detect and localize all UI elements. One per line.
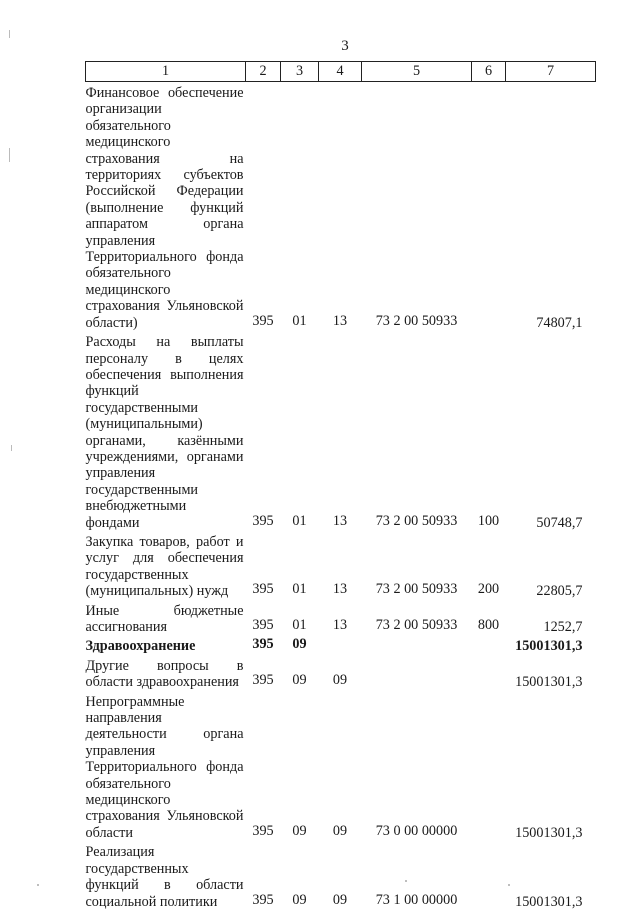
row-expense-type <box>472 82 506 332</box>
table-row <box>86 635 596 654</box>
row-amount: 15001301,3 <box>515 638 583 655</box>
row-section: 09 <box>292 672 307 689</box>
column-header: 5 <box>362 62 472 82</box>
row-expense-type: 800 <box>477 617 500 633</box>
row-expense-type <box>472 635 506 654</box>
column-header: 2 <box>246 62 281 82</box>
row-description: Другие вопросы в области здравоохранения <box>85 657 244 691</box>
scan-artifact <box>508 884 510 886</box>
row-section: 01 <box>292 617 307 633</box>
row-amount: 15001301,3 <box>515 674 583 691</box>
row-admin-code: 395 <box>252 636 274 653</box>
row-section: 01 <box>292 312 307 329</box>
scan-artifact <box>37 884 39 886</box>
row-amount: 15001301,3 <box>515 893 583 910</box>
row-subsection: 09 <box>332 672 348 689</box>
table-row <box>86 600 596 636</box>
row-admin-code: 395 <box>252 312 274 329</box>
table-row <box>86 331 596 531</box>
table-row <box>86 531 596 600</box>
row-expense-type: 100 <box>477 512 500 529</box>
row-section: 01 <box>292 581 307 598</box>
row-description: Здравоохранение <box>85 638 196 655</box>
column-header: 4 <box>319 62 362 82</box>
row-admin-code: 395 <box>252 617 274 633</box>
row-description: Закупка товаров, работ и услуг для обеспечения государственных (муниципальных) нужд <box>85 533 244 600</box>
table-row <box>86 691 596 842</box>
row-target-article: 73 0 00 00000 <box>375 822 458 839</box>
row-target-article: 73 2 00 50933 <box>375 512 458 529</box>
row-admin-code: 395 <box>252 581 274 598</box>
row-target-article: 73 1 00 00000 <box>375 891 458 908</box>
row-expense-type: 200 <box>477 581 500 598</box>
row-expense-type <box>472 691 506 842</box>
row-subsection: 13 <box>332 617 348 633</box>
column-header: 6 <box>472 62 506 82</box>
row-amount: 15001301,3 <box>515 824 583 841</box>
scan-artifact <box>405 880 407 882</box>
row-target-article <box>362 655 472 691</box>
row-target-article: 73 2 00 50933 <box>375 581 458 598</box>
row-description: Реализация государственных функций в области социальной политики <box>85 844 244 910</box>
row-description: Расходы на выплаты персоналу в целях обеспечения выполнения функций государственными (муниципальными) органами, казёнными учреждениями, органами управления государственными внебюджетными фондами <box>85 334 244 531</box>
row-subsection: 09 <box>332 822 348 839</box>
row-admin-code: 395 <box>252 512 274 529</box>
row-subsection <box>319 635 362 654</box>
row-expense-type <box>472 655 506 691</box>
scan-artifact <box>11 445 12 451</box>
row-subsection: 09 <box>332 891 348 908</box>
scan-artifact <box>9 148 10 162</box>
row-description: Финансовое обеспечение организации обязательного медицинского страхования на территориях субъектов Российской Федерации (выполнение функций аппаратом органа управления Территориального фонда обязательного медицинского страхования Ульяновской области) <box>85 85 244 331</box>
row-section: 01 <box>292 512 307 529</box>
row-section: 09 <box>292 822 307 839</box>
row-subsection: 13 <box>332 581 348 598</box>
row-admin-code: 395 <box>252 822 274 839</box>
row-description: Иные бюджетные ассигнования <box>85 602 244 635</box>
column-header: 3 <box>281 62 319 82</box>
row-target-article <box>362 635 472 654</box>
row-section: 09 <box>292 636 307 653</box>
header-row <box>86 62 596 82</box>
column-header: 1 <box>86 62 246 82</box>
page-number: 3 <box>341 38 349 54</box>
row-admin-code: 395 <box>252 891 274 908</box>
row-section: 09 <box>292 891 307 908</box>
row-description: Непрограммные направления деятельности органа управления Территориального фонда обязательного медицинского страхования Ульяновской области <box>85 693 244 841</box>
row-amount: 74807,1 <box>536 314 583 331</box>
budget-table <box>85 61 596 910</box>
column-header: 7 <box>506 62 596 82</box>
row-admin-code: 395 <box>252 672 274 689</box>
table-row <box>86 655 596 691</box>
scan-artifact <box>9 30 10 38</box>
row-amount: 1252,7 <box>543 619 583 635</box>
row-amount: 50748,7 <box>536 514 583 531</box>
row-target-article: 73 2 00 50933 <box>375 617 458 633</box>
row-target-article: 73 2 00 50933 <box>375 312 458 329</box>
row-subsection: 13 <box>332 312 348 329</box>
row-subsection: 13 <box>332 512 348 529</box>
table-row <box>86 841 596 910</box>
table-row <box>86 82 596 332</box>
row-expense-type <box>472 841 506 910</box>
table-body <box>86 82 596 910</box>
row-amount: 22805,7 <box>536 583 583 600</box>
